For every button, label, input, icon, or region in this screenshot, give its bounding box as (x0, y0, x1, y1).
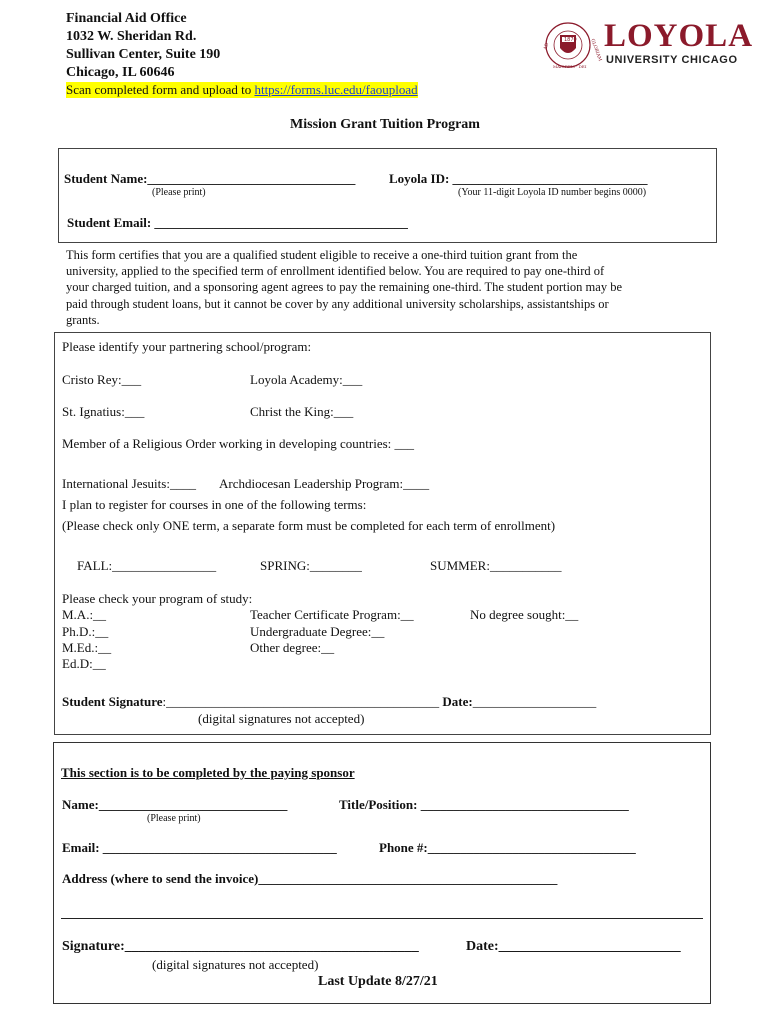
intro-line: your charged tuition, and a sponsoring agent agrees to pay the remaining one-third. The student portion may be (66, 280, 622, 295)
intro-paragraph (66, 247, 622, 328)
office-city: Chicago, IL 60646 (66, 65, 175, 80)
summer-term-option[interactable]: SUMMER:___________ (430, 558, 562, 573)
office-building: Sullivan Center, Suite 190 (66, 47, 221, 62)
christ-the-king-option[interactable]: Christ the King:___ (250, 404, 354, 419)
other-degree-option[interactable]: Other degree:__ (250, 640, 335, 655)
upload-link[interactable]: https://forms.luc.edu/faoupload (254, 82, 418, 97)
seal-text-left: AD (543, 42, 551, 51)
phd-option[interactable]: Ph.D.:__ (62, 624, 109, 639)
sponsor-phone-field[interactable]: Phone #:________________________________ (379, 840, 636, 855)
student-email-field[interactable]: Student Email: _______________________________________ (67, 215, 408, 230)
seal-year: 1870 (564, 37, 577, 43)
program-prompt: Please identify your partnering school/program: (62, 339, 312, 354)
intro-line: grants. (66, 312, 100, 327)
med-option[interactable]: M.Ed.:__ (62, 640, 112, 655)
upload-instruction-text: Scan completed form and upload to (66, 82, 255, 97)
spring-term-option[interactable]: SPRING:________ (260, 558, 362, 573)
logo-subtitle: UNIVERSITY CHICAGO (606, 54, 738, 66)
loyola-seal-icon (538, 20, 608, 70)
student-signature-label: Student Signature (62, 694, 163, 709)
logo-name: LOYOLA (604, 18, 754, 54)
register-terms-text: I plan to register for courses in one of the following terms: (62, 497, 367, 512)
form-title: Mission Grant Tuition Program (290, 117, 480, 132)
sponsor-heading: This section is to be completed by the paying sponsor (61, 765, 355, 780)
upload-instruction (66, 82, 418, 98)
register-terms-note: (Please check only ONE term, a separate form must be completed for each term of enrollment) (62, 518, 556, 533)
no-degree-option[interactable]: No degree sought:__ (470, 607, 579, 622)
student-signature-note: (digital signatures not accepted) (198, 711, 365, 726)
sponsor-signature-field[interactable]: Signature:__________________________________________ (62, 939, 419, 954)
student-name-field[interactable]: Student Name:________________________________ (64, 171, 356, 186)
sponsor-name-field[interactable]: Name:_____________________________ (62, 797, 288, 812)
ma-option[interactable]: M.A.:__ (62, 607, 107, 622)
teacher-certificate-option[interactable]: Teacher Certificate Program:__ (250, 607, 414, 622)
student-signature-field[interactable] (62, 694, 596, 710)
sponsor-date-field[interactable]: Date:__________________________ (466, 939, 681, 954)
edd-option[interactable]: Ed.D:__ (62, 656, 106, 671)
loyola-logo (538, 20, 758, 70)
sponsor-name-hint: (Please print) (147, 813, 201, 824)
sponsor-address-field[interactable]: Address (where to send the invoice)______________________________________________ (62, 871, 558, 886)
student-date-line: ___________________ (472, 694, 597, 709)
intro-line: university, applied to the specified term of enrollment identified below. You are required to pay one-third of (66, 264, 605, 279)
seal-text-bottom: MAIOREM · DEI (553, 64, 587, 69)
student-name-hint: (Please print) (152, 187, 206, 198)
international-jesuits-option[interactable]: International Jesuits:____ (62, 476, 196, 491)
student-signature-line: :__________________________________________ (162, 694, 440, 709)
undergraduate-option[interactable]: Undergraduate Degree:__ (250, 624, 385, 639)
intro-line: paid through student loans, but it cannot be cover by any additional university scholarships, assistantships or (66, 296, 609, 311)
address-line[interactable] (61, 918, 703, 919)
student-date-label: Date: (439, 694, 473, 709)
fall-term-option[interactable]: FALL:________________ (77, 558, 217, 573)
office-name: Financial Aid Office (66, 11, 187, 26)
st-ignatius-option[interactable]: St. Ignatius:___ (62, 404, 145, 419)
religious-order-option[interactable]: Member of a Religious Order working in developing countries: ___ (62, 436, 415, 451)
seal-text-right: GLORIAM (589, 38, 602, 63)
loyola-id-field[interactable]: Loyola ID: ______________________________ (389, 171, 648, 186)
cristo-rey-option[interactable]: Cristo Rey:___ (62, 372, 142, 387)
archdiocesan-option[interactable]: Archdiocesan Leadership Program:____ (219, 476, 430, 491)
last-update: Last Update 8/27/21 (318, 974, 438, 989)
loyola-academy-option[interactable]: Loyola Academy:___ (250, 372, 363, 387)
intro-line: This form certifies that you are a qualified student eligible to receive a one-third tuition grant from the (66, 248, 578, 262)
sponsor-title-field[interactable]: Title/Position: ________________________________ (339, 797, 629, 812)
sponsor-email-field[interactable]: Email: ____________________________________ (62, 840, 337, 855)
study-prompt: Please check your program of study: (62, 591, 253, 606)
loyola-id-hint: (Your 11-digit Loyola ID number begins 0000) (458, 187, 647, 198)
office-street: 1032 W. Sheridan Rd. (66, 29, 197, 44)
sponsor-signature-note: (digital signatures not accepted) (152, 957, 319, 972)
